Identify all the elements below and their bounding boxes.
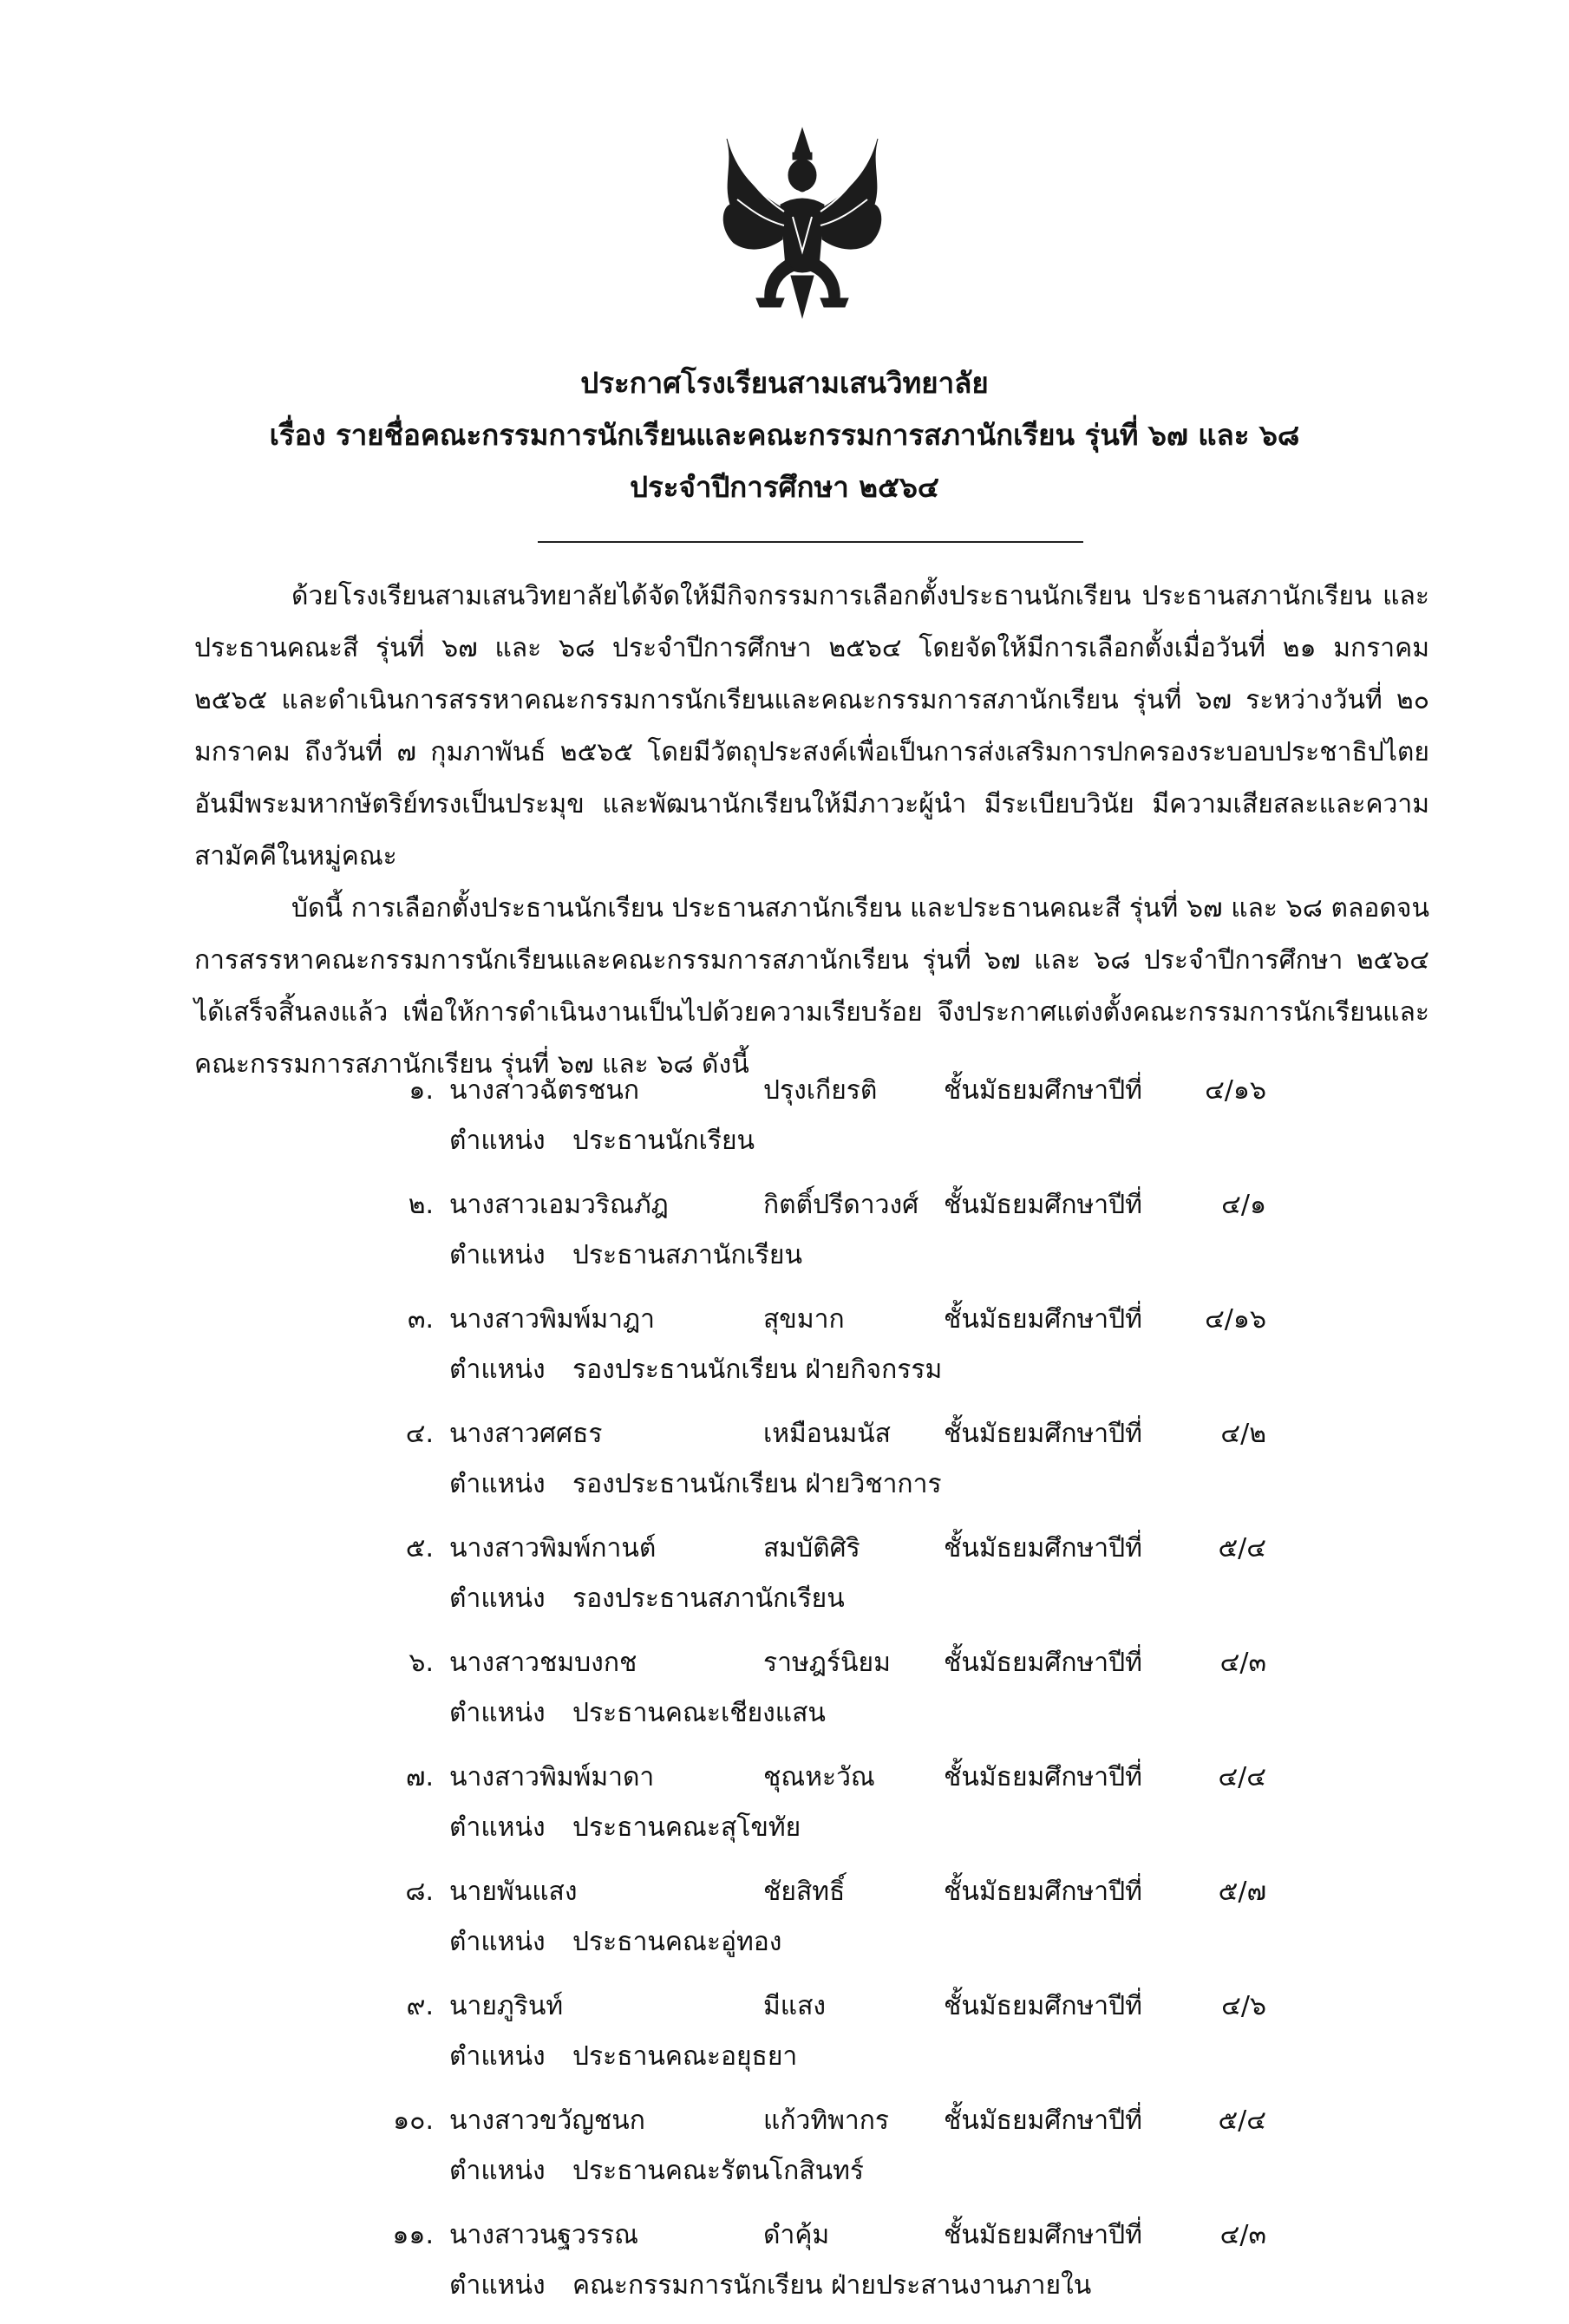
member-last-name: ปรุงเกียรติ bbox=[763, 1075, 878, 1106]
member-entry bbox=[0, 1408, 1569, 1523]
member-number: ๖. bbox=[409, 1648, 434, 1678]
member-class: ๔/๓ bbox=[1219, 2220, 1266, 2250]
member-first-name: นางสาวนฐวรรณ bbox=[449, 2220, 638, 2250]
announcement-title: ประกาศโรงเรียนสามเสนวิทยาลัย bbox=[580, 366, 989, 400]
member-grade-level: ชั้นมัธยมศึกษาปีที่ bbox=[944, 1877, 1142, 1907]
member-last-name: ดำคุ้ม bbox=[763, 2220, 830, 2250]
member-number: ๕. bbox=[405, 1533, 434, 1563]
member-entry bbox=[0, 1637, 1569, 1752]
member-first-name: นางสาวชมบงกช bbox=[449, 1648, 637, 1678]
member-first-name: นางสาวศศธร bbox=[449, 1419, 603, 1449]
member-last-name: มีแสง bbox=[763, 1991, 827, 2021]
member-position-label: ตำแหน่ง bbox=[449, 1126, 546, 1156]
member-position-label: ตำแหน่ง bbox=[449, 1927, 546, 1957]
member-position: ประธานคณะอยุธยา bbox=[572, 2041, 798, 2072]
member-first-name: นางสาวพิมพ์กานต์ bbox=[449, 1533, 657, 1563]
member-entry bbox=[0, 1294, 1569, 1408]
member-last-name: ชุณหะวัณ bbox=[763, 1762, 875, 1792]
member-position: ประธานคณะอู่ทอง bbox=[572, 1927, 782, 1957]
member-grade-level: ชั้นมัธยมศึกษาปีที่ bbox=[944, 1304, 1142, 1335]
member-grade-level: ชั้นมัธยมศึกษาปีที่ bbox=[944, 2105, 1142, 2136]
member-number: ๑๐. bbox=[393, 2105, 434, 2136]
member-number: ๒. bbox=[408, 1190, 434, 1220]
member-position-label: ตำแหน่ง bbox=[449, 1355, 546, 1385]
member-class: ๕/๔ bbox=[1218, 2105, 1266, 2136]
member-position-label: ตำแหน่ง bbox=[449, 1698, 546, 1728]
member-grade-level: ชั้นมัธยมศึกษาปีที่ bbox=[944, 1533, 1142, 1563]
member-position: ประธานนักเรียน bbox=[572, 1126, 755, 1156]
member-list bbox=[0, 1065, 1569, 2324]
member-position-label: ตำแหน่ง bbox=[449, 1240, 546, 1270]
member-first-name: นางสาวพิมพ์มาฎา bbox=[449, 1304, 655, 1335]
member-class: ๔/๑๖ bbox=[1205, 1304, 1266, 1335]
member-class: ๔/๔ bbox=[1218, 1762, 1266, 1792]
member-entry bbox=[0, 2095, 1569, 2210]
member-entry bbox=[0, 1179, 1569, 1294]
member-number: ๘. bbox=[405, 1877, 434, 1907]
member-entry bbox=[0, 1752, 1569, 1866]
member-first-name: นางสาวขวัญชนก bbox=[449, 2105, 645, 2136]
member-position: ประธานคณะเชียงแสน bbox=[572, 1698, 826, 1728]
member-grade-level: ชั้นมัธยมศึกษาปีที่ bbox=[944, 1075, 1142, 1106]
member-last-name: กิตติ์ปรีดาวงศ์ bbox=[763, 1190, 919, 1220]
member-first-name: นายพันแสง bbox=[449, 1877, 578, 1907]
member-position: คณะกรรมการนักเรียน ฝ่ายประสานงานภายใน bbox=[572, 2270, 1092, 2301]
member-class: ๔/๖ bbox=[1221, 1991, 1266, 2021]
member-position: ประธานคณะสุโขทัย bbox=[572, 1812, 801, 1843]
member-position-label: ตำแหน่ง bbox=[449, 2270, 546, 2301]
intro-paragraph: ด้วยโรงเรียนสามเสนวิทยาลัยได้จัดให้มีกิจกรรมการเลือกตั้งประธานนักเรียน ประธานสภานักเรียน และประธานคณะสี รุ่นที่ ๖๗ และ ๖๘ ประจำปีการศึกษา ๒๕๖๔ โดยจัดให้มีการเลือกตั้งเมื่อวันที่ ๒๑ มกราคม ๒๕๖๕ และดำเนินการสรรหาคณะกรรมการนักเรียนและคณะกรรมการสภานักเรียน รุ่นที่ ๖๗ ระหว่างวันที่ ๒๐ มกราคม ถึงวันที่ ๗ กุมภาพันธ์ ๒๕๖๕ โดยมีวัตถุประสงค์เพื่อเป็นการส่งเสริมการปกครองระบอบประชาธิปไตยอันมีพระมหากษัตริย์ทรงเป็นประมุข และพัฒนานักเรียนให้มีภาวะผู้นำ มีระเบียบวินัย มีความเสียสละและความสามัคคีในหมู่คณะ bbox=[194, 581, 1429, 872]
member-position: ประธานสภานักเรียน bbox=[572, 1240, 802, 1270]
member-class: ๔/๑ bbox=[1221, 1190, 1266, 1220]
member-position-label: ตำแหน่ง bbox=[449, 2156, 546, 2186]
member-class: ๔/๓ bbox=[1219, 1648, 1266, 1678]
member-class: ๔/๒ bbox=[1220, 1419, 1266, 1449]
announcement-subject: เรื่อง รายชื่อคณะกรรมการนักเรียนและคณะกรรมการสภานักเรียน รุ่นที่ ๖๗ และ ๖๘ bbox=[269, 418, 1300, 452]
member-grade-level: ชั้นมัธยมศึกษาปีที่ bbox=[944, 1991, 1142, 2021]
member-class: ๕/๔ bbox=[1218, 1533, 1266, 1563]
member-number: ๓. bbox=[407, 1304, 434, 1335]
member-position-label: ตำแหน่ง bbox=[449, 2041, 546, 2072]
member-number: ๙. bbox=[406, 1991, 434, 2021]
member-position: รองประธานนักเรียน ฝ่ายวิชาการ bbox=[572, 1469, 942, 1499]
member-entry bbox=[0, 1981, 1569, 2095]
member-last-name: เหมือนมนัส bbox=[763, 1419, 891, 1449]
member-last-name: สุขมาก bbox=[763, 1304, 845, 1335]
member-last-name: สมบัติศิริ bbox=[763, 1533, 860, 1563]
member-first-name: นางสาวพิมพ์มาดา bbox=[449, 1762, 655, 1792]
member-position-label: ตำแหน่ง bbox=[449, 1469, 546, 1499]
member-number: ๑. bbox=[409, 1075, 434, 1106]
member-first-name: นางสาวฉัตรชนก bbox=[449, 1075, 640, 1106]
member-first-name: นางสาวเอมวริณภัฎ bbox=[449, 1190, 669, 1220]
member-position-label: ตำแหน่ง bbox=[449, 1812, 546, 1843]
member-class: ๕/๗ bbox=[1218, 1877, 1266, 1907]
member-position: รองประธานนักเรียน ฝ่ายกิจกรรม bbox=[572, 1355, 943, 1385]
title-divider bbox=[538, 541, 1083, 543]
member-grade-level: ชั้นมัธยมศึกษาปีที่ bbox=[944, 2220, 1142, 2250]
member-first-name: นายภูรินท์ bbox=[449, 1991, 564, 2021]
member-class: ๔/๑๖ bbox=[1205, 1075, 1266, 1106]
member-entry bbox=[0, 1866, 1569, 1981]
announcement-paragraph: บัดนี้ การเลือกตั้งประธานนักเรียน ประธานสภานักเรียน และประธานคณะสี รุ่นที่ ๖๗ และ ๖๘ ตลอดจนการสรรหาคณะกรรมการนักเรียนและคณะกรรมการสภานักเรียน รุ่นที่ ๖๗ และ ๖๘ ประจำปีการศึกษา ๒๕๖๔ ได้เสร็จสิ้นลงแล้ว เพื่อให้การดำเนินงานเป็นไปด้วยความเรียบร้อย จึงประกาศแต่งตั้งคณะกรรมการนักเรียนและคณะกรรมการสภานักเรียน รุ่นที่ ๖๗ และ ๖๘ ดังนี้ bbox=[194, 893, 1429, 1080]
member-last-name: ชัยสิทธิ์ bbox=[763, 1877, 846, 1907]
member-number: ๑๑. bbox=[392, 2220, 434, 2250]
member-last-name: แก้วทิพากร bbox=[763, 2105, 890, 2136]
member-entry bbox=[0, 1065, 1569, 1179]
member-number: ๔. bbox=[405, 1419, 434, 1449]
member-grade-level: ชั้นมัธยมศึกษาปีที่ bbox=[944, 1190, 1142, 1220]
garuda-emblem-icon bbox=[711, 121, 893, 330]
member-position: รองประธานสภานักเรียน bbox=[572, 1583, 845, 1614]
member-grade-level: ชั้นมัธยมศึกษาปีที่ bbox=[944, 1419, 1142, 1449]
member-grade-level: ชั้นมัธยมศึกษาปีที่ bbox=[944, 1648, 1142, 1678]
member-number: ๗. bbox=[405, 1762, 434, 1792]
member-grade-level: ชั้นมัธยมศึกษาปีที่ bbox=[944, 1762, 1142, 1792]
member-last-name: ราษฎร์นิยม bbox=[763, 1648, 891, 1678]
member-position-label: ตำแหน่ง bbox=[449, 1583, 546, 1614]
announcement-academic-year: ประจำปีการศึกษา ๒๕๖๔ bbox=[630, 470, 939, 504]
member-entry bbox=[0, 1523, 1569, 1637]
member-position: ประธานคณะรัตนโกสินทร์ bbox=[572, 2156, 865, 2186]
member-entry bbox=[0, 2210, 1569, 2324]
